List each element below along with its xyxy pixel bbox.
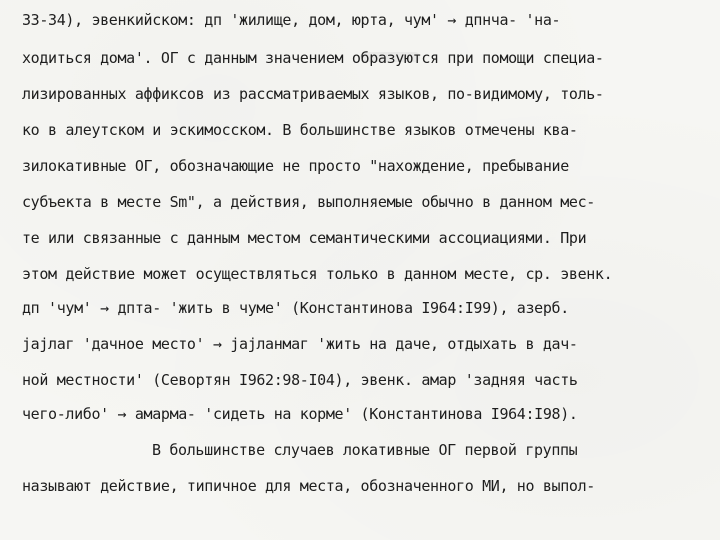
text-line: лизированных аффиксов из рассматриваемых языков, по-видимому, толь-	[22, 85, 604, 103]
text-line: jajлаг 'дачное место' → jajланмаг 'жить на даче, отдыхать в дач-	[22, 335, 578, 353]
text-line: зилокативные ОГ, обозначающие не просто "нахождение, пребывание	[22, 157, 569, 175]
text-line: ко в алеутском и эскимосском. В большинстве языков отмечены ква-	[22, 121, 578, 139]
text-line: 33-34), эвенкийском: дп 'жилище, дом, юрта, чум' → дпнча- 'на-	[22, 11, 561, 29]
text-line: чего-либо' → амарма- 'сидеть на корме' (Константинова I964:I98).	[22, 405, 578, 423]
text-line: дп 'чум' → дпта- 'жить в чуме' (Константинова I964:I99), азерб.	[22, 299, 569, 317]
text-line: ной местности' (Севортян I962:98-I04), эвенк. амар 'задняя часть	[22, 371, 578, 389]
text-line: называют действие, типичное для места, обозначенного МИ, но выпол-	[22, 477, 595, 495]
text-line: те или связанные с данным местом семантическими ассоциациями. При	[22, 229, 587, 247]
text-line: этом действие может осуществляться только в данном месте, ср. эвенк.	[22, 265, 613, 283]
paragraph-start-line: В большинстве случаев локативные ОГ первой группы	[152, 441, 578, 459]
text-line: субъекта в месте Sm", а действия, выполняемые обычно в данном мес-	[22, 193, 595, 211]
text-line: ходиться дома'. ОГ с данным значением образуются при помощи специа-	[22, 49, 604, 67]
